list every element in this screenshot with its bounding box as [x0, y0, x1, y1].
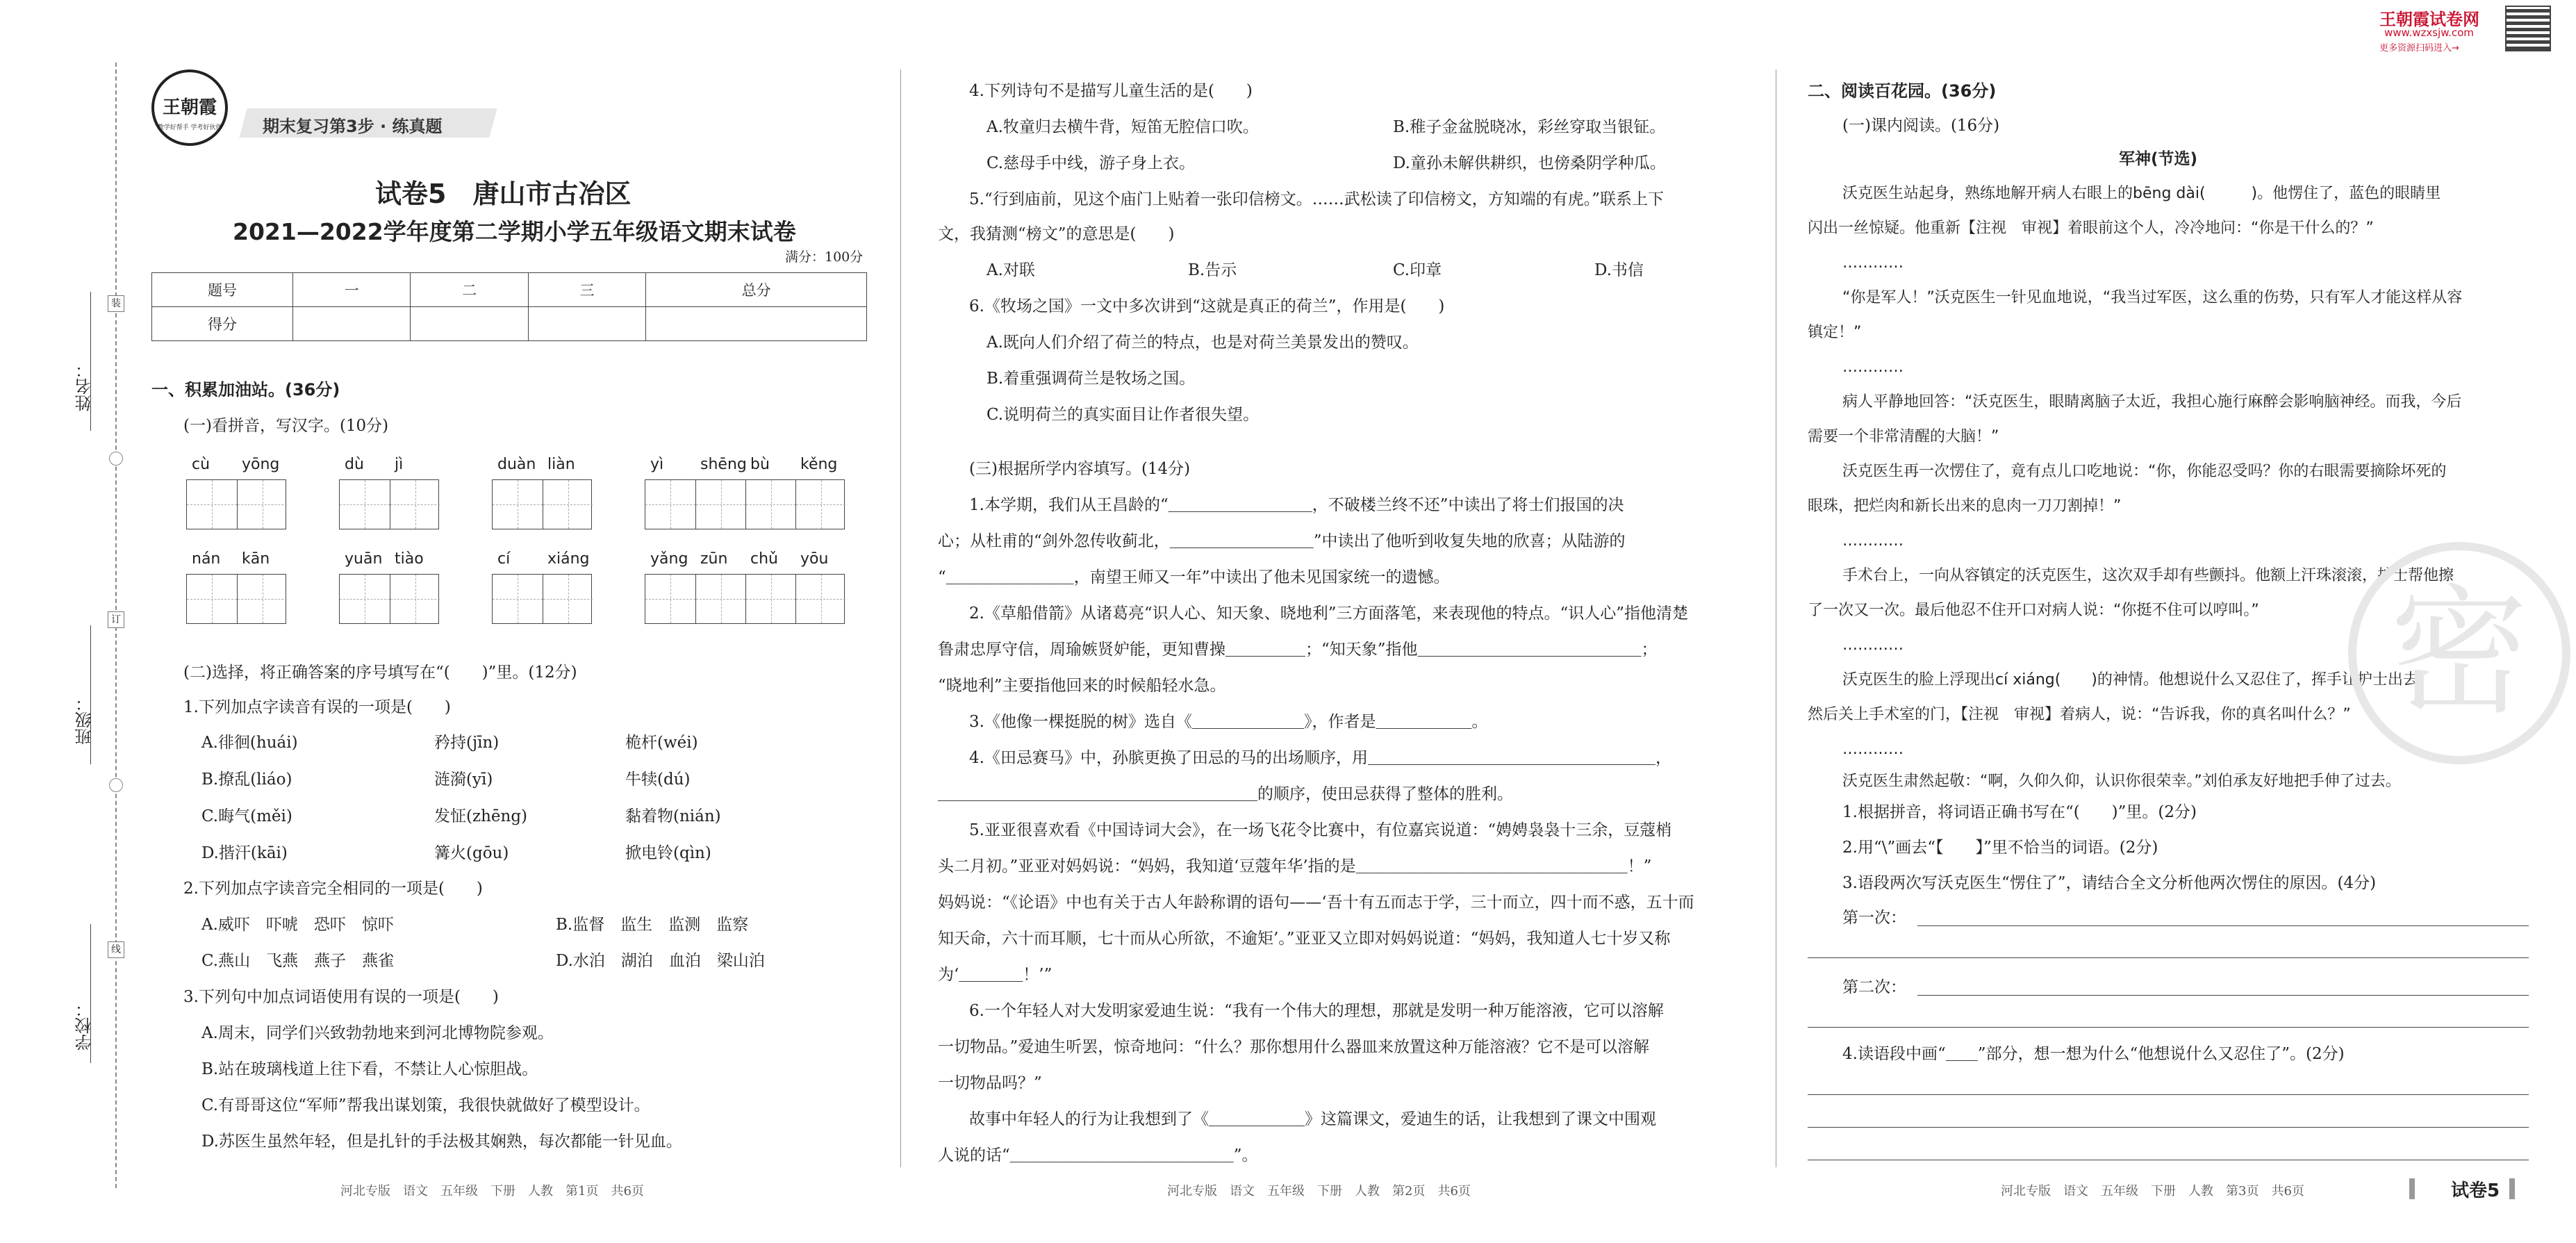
character-grid[interactable] [492, 479, 592, 529]
fill-in-line: 6.一个年轻人对大发明家爱迪生说：“我有一个伟大的理想，那就是发明一种万能溶液，它可以溶解 [969, 1002, 1664, 1020]
fill-in-line: 3.《他像一棵挺脱的树》选自《＿＿＿＿＿＿＿》，作者是＿＿＿＿＿＿。 [969, 713, 1488, 731]
grid-guide [340, 504, 390, 505]
column-divider [900, 69, 901, 1167]
grid-cell[interactable] [187, 575, 237, 623]
score-cell[interactable] [646, 307, 867, 341]
q1-option: B.撩乱(liáo) [201, 771, 292, 789]
pinyin-syllable: xiáng [547, 550, 590, 568]
binding-seal-mark: 装 [108, 295, 124, 312]
part3-title: (三)根据所学内容填写。(14分) [969, 460, 1191, 478]
passage-title: 军神(节选) [2119, 150, 2198, 168]
passage-line: 手术台上，一向从容镇定的沃克医生，这次双手却有些颤抖。他额上汗珠滚滚，护士帮他擦 [1842, 567, 2454, 584]
passage-line: ………… [1842, 532, 1904, 550]
score-table [151, 272, 867, 341]
passage-line: 镇定！” [1808, 324, 1862, 341]
fill-in-line: 1.本学期，我们从王昌龄的“＿＿＿＿＿＿＿＿＿，不破楼兰终不还”中读出了将士们报国的决 [969, 496, 1624, 514]
passage-line: 需要一个非常清醒的大脑！” [1808, 428, 1999, 445]
grid-guide [796, 599, 845, 600]
fill-in-line: “晓地利”主要指他回来的时候船轻水急。 [938, 677, 1226, 695]
reading-question: 3.语段两次写沃克医生“愣住了”，请结合全文分析他两次愣住的原因。(4分) [1842, 874, 2377, 892]
grid-guide [645, 599, 695, 600]
q5-option: D.书信 [1594, 261, 1644, 279]
pinyin-syllable: cù [192, 456, 210, 473]
grid-guide [543, 504, 593, 505]
q4-stem: 4.下列诗句不是描写儿童生活的是( ) [969, 82, 1253, 100]
q4-option: B.稚子金盆脱晓冰，彩丝穿取当银钲。 [1393, 118, 1666, 136]
qr-code-icon[interactable] [2507, 7, 2550, 50]
passage-line: 病人平静地回答：“沃克医生，眼睛离脑子太近，我担心施行麻醉会影响脑神经。而我，今后 [1842, 393, 2462, 411]
score-cell[interactable] [411, 307, 528, 341]
fill-in-line: 头二月初。”亚亚对妈妈说：“妈妈，我知道‘豆蔻年华’指的是＿＿＿＿＿＿＿＿＿＿＿＿＿＿＿＿＿！” [938, 857, 1652, 875]
grid-guide [238, 504, 287, 505]
character-grid[interactable] [186, 479, 286, 529]
score-header: 题号 [152, 273, 293, 307]
grid-cell[interactable] [237, 575, 287, 623]
grid-cell[interactable] [390, 480, 440, 529]
grid-cell[interactable] [237, 480, 287, 529]
pinyin-syllable: yuān [345, 550, 383, 568]
answer-label: 第一次： [1842, 909, 1906, 927]
answer-line[interactable] [1808, 957, 2529, 958]
q3-option: D.苏医生虽然年轻，但是扎针的手法极其娴熟，每次都能一针见血。 [201, 1133, 682, 1151]
grid-guide [543, 599, 593, 600]
q2-stem: 2.下列加点字读音完全相同的一项是( ) [183, 880, 483, 898]
grid-cell[interactable] [493, 575, 543, 623]
q1-option: 黏着物(nián) [625, 807, 721, 825]
passage-line: ………… [1842, 741, 1904, 758]
answer-line[interactable] [1917, 925, 2529, 926]
q1-option: 涟漪(yī) [434, 771, 493, 789]
q1-option: D.揩汗(kāi) [201, 844, 288, 862]
character-grid[interactable] [645, 479, 845, 529]
binding-hole [109, 778, 123, 792]
q1-option: 篝火(gōu) [434, 844, 509, 862]
character-grid[interactable] [339, 479, 439, 529]
grid-cell[interactable] [695, 575, 745, 623]
fill-in-line: 一切物品吗？” [938, 1074, 1042, 1092]
character-grid[interactable] [339, 574, 439, 624]
answer-line[interactable] [1808, 1094, 2529, 1095]
q1-option: 矜持(jīn) [434, 734, 499, 752]
binding-seal-mark: 订 [108, 611, 124, 628]
grid-guide [746, 599, 795, 600]
q1-option: 掀电铃(qìn) [625, 844, 711, 862]
fill-in-line: “＿＿＿＿＿＿＿＿，南望王师又一年”中读出了他未见国家统一的遗憾。 [938, 568, 1450, 586]
footer-page-1: 河北专版 语文 五年级 下册 人教 第1页 共6页 [340, 1184, 644, 1199]
logo-subtext: 教学好帮手 学考好伙伴 [157, 124, 222, 131]
answer-label: 第二次： [1842, 978, 1906, 996]
grid-cell[interactable] [645, 480, 695, 529]
q3-option: C.有哥哥这位“军师”帮我出谋划策，我很快就做好了模型设计。 [201, 1096, 650, 1114]
pinyin-syllable: chǔ [750, 550, 778, 568]
reading-question: 2.用“\”画去“【 】”里不恰当的词语。(2分) [1842, 839, 2158, 857]
q1-option: 桅杆(wéi) [625, 734, 698, 752]
step-label: 期末复习第3步 · 练真题 [263, 117, 443, 136]
fill-in-line: 妈妈说：“《论语》中也有关于古人年龄称谓的语句——‘吾十有五而志于学，三十而立，四十而不惑，五十而 [938, 894, 1694, 912]
paper-title: 试卷5 唐山市古冶区 [375, 179, 631, 209]
pinyin-syllable: yōng [242, 456, 280, 473]
grid-cell[interactable] [543, 480, 593, 529]
grid-cell[interactable] [187, 480, 237, 529]
q4-option: C.慈母手中线，游子身上衣。 [986, 154, 1196, 172]
part2-title: (二)选择，将正确答案的序号填写在“( )”里。(12分) [183, 664, 577, 682]
reading-question: 4.读语段中画“＿＿”部分，想一想为什么“他想说什么又忍住了”。(2分) [1842, 1045, 2345, 1063]
q2-option: D.水泊 湖泊 血泊 梁山泊 [556, 952, 765, 970]
grid-guide [746, 504, 795, 505]
paper-tag-bar [2409, 1178, 2415, 1199]
pinyin-syllable: dù [345, 456, 364, 473]
q2-option: B.监督 监生 监测 监察 [556, 916, 749, 934]
fill-in-line: 心；从杜甫的“剑外忽传收蓟北，＿＿＿＿＿＿＿＿＿”中读出了他听到收复失地的欣喜；从陆游的 [938, 532, 1626, 550]
footer-page-3: 河北专版 语文 五年级 下册 人教 第3页 共6页 [2001, 1184, 2304, 1199]
grid-guide [696, 504, 745, 505]
pinyin-syllable: bù [750, 456, 770, 473]
grid-guide [493, 504, 543, 505]
answer-line[interactable] [1917, 995, 2529, 996]
grid-cell[interactable] [745, 480, 795, 529]
paper-subtitle: 2021—2022学年度第二学期小学五年级语文期末试卷 [233, 218, 796, 245]
pinyin-syllable: yōu [800, 550, 829, 568]
binding-class-label: 班级： [75, 695, 94, 745]
grid-guide [187, 599, 237, 600]
q3-option: B.站在玻璃栈道上往下看，不禁让人心惊胆战。 [201, 1060, 538, 1078]
passage-line: 沃克医生肃然起敬：“啊，久仰久仰，认识你很荣幸。”刘伯承友好地把手伸了过去。 [1842, 773, 2401, 790]
fill-in-line: 4.《田忌赛马》中，孙膑更换了田忌的马的出场顺序，用＿＿＿＿＿＿＿＿＿＿＿＿＿＿＿＿＿＿， [969, 749, 1671, 767]
pinyin-syllable: duàn [497, 456, 536, 473]
brand-site[interactable]: 王朝霞试卷网 [2379, 10, 2479, 29]
character-grid[interactable] [186, 574, 286, 624]
passage-line: ………… [1842, 636, 1904, 654]
fill-in-line: 人说的话“＿＿＿＿＿＿＿＿＿＿＿＿＿＿”。 [938, 1146, 1258, 1164]
q2-option: C.燕山 飞燕 燕子 燕雀 [201, 952, 395, 970]
fill-in-line: 知天命，六十而耳顺，七十而从心所欲，不逾矩’。”亚亚又立即对妈妈说道：“妈妈，我知道人七十岁又称 [938, 930, 1671, 948]
score-header: 二 [411, 273, 528, 307]
q6-option: B.着重强调荷兰是牧场之国。 [986, 370, 1196, 388]
score-cell[interactable] [293, 307, 411, 341]
q5-stem: 文，我猜测“榜文”的意思是( ) [938, 225, 1175, 243]
q1-option: A.徘徊(huái) [201, 734, 298, 752]
passage-line: ………… [1842, 254, 1904, 272]
seal-watermark: 密 [2348, 542, 2570, 764]
q5-stem: 5.“行到庙前，见这个庙门上贴着一张印信榜文。……武松读了印信榜文，方知端的有虎。”联系上下 [969, 190, 1664, 208]
grid-guide [796, 504, 845, 505]
paper-tag-bar [2509, 1178, 2515, 1199]
logo [151, 69, 228, 146]
brand-url[interactable]: www.wzxsjw.com [2384, 26, 2474, 39]
binding-school-underline [90, 924, 91, 1063]
q4-option: A.牧童归去横牛背，短笛无腔信口吹。 [986, 118, 1259, 136]
grid-guide [493, 599, 543, 600]
answer-line[interactable] [1808, 1127, 2529, 1128]
grid-cell[interactable] [795, 575, 845, 623]
answer-line[interactable] [1808, 1027, 2529, 1028]
grid-cell[interactable] [543, 575, 593, 623]
score-header: 一 [293, 273, 411, 307]
fill-in-line: 鲁肃忠厚守信，周瑜嫉贤妒能，更知曹操＿＿＿＿＿；“知天象”指他＿＿＿＿＿＿＿＿＿＿＿＿＿＿； [938, 641, 1658, 659]
passage-line: 沃克医生再一次愣住了，竟有点儿口吃地说：“你，你能忍受吗？你的右眼需要摘除坏死的 [1842, 463, 2447, 480]
pinyin-syllable: liàn [547, 456, 575, 473]
q5-option: C.印章 [1393, 261, 1442, 279]
section2-title: 二、阅读百花园。(36分) [1808, 81, 1997, 101]
logo-text: 王朝霞 [162, 97, 217, 118]
pinyin-syllable: yǎng [650, 550, 688, 568]
pinyin-syllable: cí [497, 550, 511, 568]
grid-guide [645, 504, 695, 505]
q6-stem: 6.《牧场之国》一文中多次讲到“这就是真正的荷兰”，作用是( ) [969, 297, 1445, 315]
fill-in-line: 为‘＿＿＿＿！’” [938, 966, 1052, 984]
q4-option: D.童孙未解供耕织，也傍桑阴学种瓜。 [1393, 154, 1666, 172]
q5-option: B.告示 [1188, 261, 1237, 279]
grid-guide [238, 599, 287, 600]
pinyin-syllable: nán [192, 550, 221, 568]
q5-option: A.对联 [986, 261, 1035, 279]
q6-option: C.说明荷兰的真实面目让作者很失望。 [986, 406, 1260, 424]
fill-in-line: 一切物品。”爱迪生听罢，惊奇地问：“什么？那你想用什么器皿来放置这种万能溶液？它不是可以溶解 [938, 1038, 1650, 1056]
q2-option: A.威吓 吓唬 恐吓 惊吓 [201, 916, 394, 934]
full-score: 满分：100分 [785, 249, 864, 265]
pinyin-syllable: jì [395, 456, 404, 473]
binding-class-underline [90, 625, 91, 764]
pinyin-syllable: yì [650, 456, 664, 473]
sub-title-reading: (一)课内阅读。(16分) [1842, 117, 2000, 135]
score-header: 三 [528, 273, 645, 307]
binding-seal-mark: 线 [108, 941, 124, 958]
q1-option: 发怔(zhēng) [434, 807, 528, 825]
grid-guide [340, 599, 390, 600]
pinyin-syllable: zūn [700, 550, 728, 568]
pinyin-syllable: kān [242, 550, 270, 568]
score-row-label: 得分 [152, 307, 293, 341]
fill-in-line: 2.《草船借箭》从诸葛亮“识人心、知天象、晓地利”三方面落笔，来表现他的特点。“识人心”指他清楚 [969, 604, 1688, 623]
binding-name-underline [90, 292, 91, 431]
grid-cell[interactable] [390, 575, 440, 623]
brand-tip: 更多资源扫码进入→ [2379, 43, 2459, 53]
pinyin-syllable: shēng [700, 456, 747, 473]
pinyin-syllable: tiào [395, 550, 424, 568]
q6-option: A.既向人们介绍了荷兰的特点，也是对荷兰美景发出的赞叹。 [986, 334, 1419, 352]
passage-line: 了一次又一次。最后他忍不住开口对病人说：“你挺不住可以哼叫。” [1808, 602, 2259, 619]
grid-cell[interactable] [493, 480, 543, 529]
fill-in-line: 故事中年轻人的行为让我想到了《＿＿＿＿＿＿》这篇课文，爱迪生的话，让我想到了课文中围观 [969, 1110, 1656, 1128]
reading-question: 1.根据拼音，将词语正确书写在“( )”里。(2分) [1842, 803, 2197, 821]
q1-option: C.晦气(měi) [201, 807, 292, 825]
grid-guide [390, 599, 440, 600]
grid-guide [696, 599, 745, 600]
q3-stem: 3.下列句中加点词语使用有误的一项是( ) [183, 988, 499, 1006]
grid-guide [187, 504, 237, 505]
fill-in-line: 5.亚亚很喜欢看《中国诗词大会》，在一场飞花令比赛中，有位嘉宾说道：“娉娉袅袅十三余，豆蔻梢 [969, 821, 1672, 839]
grid-cell[interactable] [340, 575, 390, 623]
passage-line: “你是军人！”沃克医生一针见血地说，“我当过军医，这么重的伤势，只有军人才能这样从容 [1842, 289, 2463, 306]
grid-cell[interactable] [645, 575, 695, 623]
score-header: 总分 [646, 273, 867, 307]
q3-option: A.周末，同学们兴致勃勃地来到河北博物院参观。 [201, 1024, 554, 1042]
passage-line: ………… [1842, 359, 1904, 376]
binding-hole [109, 452, 123, 466]
part1-title: (一)看拼音，写汉字。(10分) [183, 417, 389, 435]
binding-name-label: 姓名： [75, 361, 94, 411]
passage-line: 然后关上手术室的门，【注视 审视】着病人，说：“告诉我，你的真名叫什么？” [1808, 706, 2351, 723]
q1-stem: 1.下列加点字读音有误的一项是( ) [183, 698, 451, 716]
grid-cell[interactable] [340, 480, 390, 529]
fill-in-line: ＿＿＿＿＿＿＿＿＿＿＿＿＿＿＿＿＿＿＿＿的顺序，使田忌获得了整体的胜利。 [938, 785, 1513, 803]
pinyin-syllable: kěng [800, 456, 838, 473]
grid-cell[interactable] [745, 575, 795, 623]
section1-title: 一、积累加油站。(36分) [151, 380, 340, 400]
footer-page-2: 河北专版 语文 五年级 下册 人教 第2页 共6页 [1167, 1184, 1471, 1199]
character-grid[interactable] [645, 574, 845, 624]
character-grid[interactable] [492, 574, 592, 624]
grid-guide [390, 504, 440, 505]
passage-line: 沃克医生站起身，熟练地解开病人右眼上的bēng dài( )。他愣住了，蓝色的眼睛里 [1842, 185, 2441, 202]
score-cell[interactable] [528, 307, 645, 341]
passage-line: 眼珠，把烂肉和新长出来的息肉一刀刀割掉！” [1808, 497, 2122, 515]
binding-school-label: 学校： [75, 1001, 94, 1051]
q1-option: 牛犊(dú) [625, 771, 691, 789]
paper-tag: 试卷5 [2451, 1180, 2500, 1201]
passage-line: 沃克医生的脸上浮现出cí xiáng( )的神情。他想说什么又忍住了，挥手让护士出去， [1842, 671, 2434, 689]
passage-line: 闪出一丝惊疑。他重新【注视 审视】着眼前这个人，冷冷地问：“你是干什么的？” [1808, 220, 2374, 237]
grid-cell[interactable] [695, 480, 745, 529]
grid-cell[interactable] [795, 480, 845, 529]
